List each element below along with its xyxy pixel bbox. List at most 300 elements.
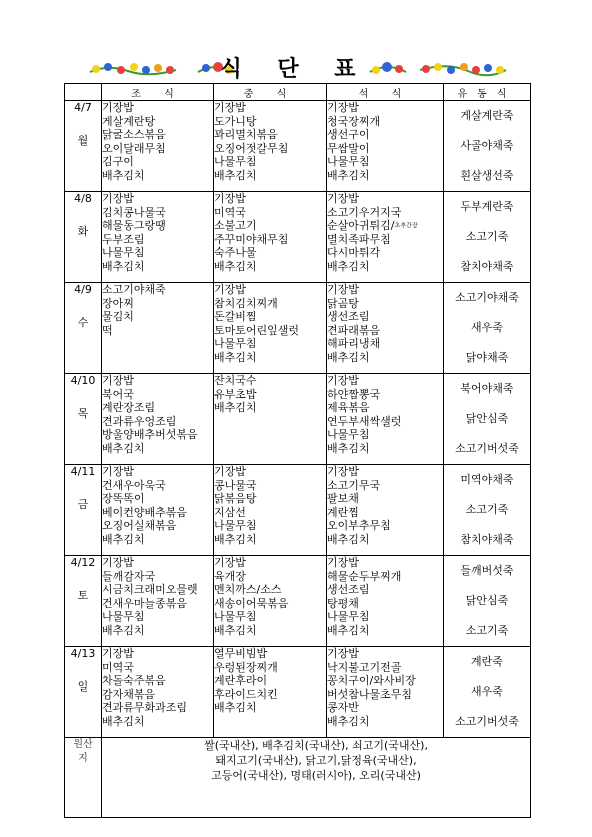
dinner-cell bbox=[327, 374, 444, 465]
menu-item-text: 물김치 bbox=[102, 310, 134, 323]
lunch-cell bbox=[214, 374, 327, 465]
menu-item bbox=[102, 310, 213, 324]
menu-item bbox=[102, 324, 213, 338]
menu-item bbox=[214, 583, 326, 597]
menu-item-text: 나물무침 bbox=[214, 519, 257, 532]
menu-item-text: 배추김치 bbox=[327, 168, 370, 182]
snack-item: 소고기죽 bbox=[465, 624, 509, 637]
menu-item-text: 배추김치 bbox=[214, 401, 257, 414]
day-cell bbox=[65, 192, 102, 283]
menu-item-text: 소고기우거지국 bbox=[327, 205, 402, 219]
menu-item bbox=[102, 674, 213, 688]
menu-item-text: 나물무침 bbox=[327, 428, 370, 441]
menu-item-text: 닭볶음탕 bbox=[214, 492, 257, 505]
menu-item-text: 우렁된장찌개 bbox=[214, 660, 278, 674]
breakfast-cell bbox=[102, 101, 214, 192]
menu-item bbox=[214, 492, 326, 506]
dinner-header: 석 식 bbox=[327, 84, 444, 101]
menu-item bbox=[327, 428, 443, 442]
page-title: 식 단 표 bbox=[220, 57, 370, 82]
day-cell bbox=[65, 556, 102, 647]
menu-item-text: 기장밥 bbox=[214, 192, 246, 205]
menu-item bbox=[214, 142, 326, 156]
menu-item bbox=[214, 351, 326, 365]
menu-item bbox=[102, 647, 213, 661]
menu-item-text: 탕평채 bbox=[327, 596, 359, 610]
menu-item bbox=[102, 661, 213, 675]
menu-item bbox=[327, 351, 443, 365]
menu-item bbox=[102, 192, 213, 206]
menu-item bbox=[214, 233, 326, 247]
menu-item-text: 오이달래무침 bbox=[102, 141, 166, 155]
menu-item-text: 유부초밥 bbox=[214, 387, 257, 401]
snack-cell bbox=[444, 465, 531, 556]
menu-item-text: 순살아귀튀김/ bbox=[327, 219, 395, 232]
menu-item bbox=[327, 219, 443, 233]
day-cell bbox=[65, 283, 102, 374]
menu-item bbox=[214, 506, 326, 520]
dinner-cell bbox=[327, 283, 444, 374]
menu-item-text: 떡 bbox=[102, 323, 113, 337]
menu-item bbox=[214, 556, 326, 570]
menu-item bbox=[214, 192, 326, 206]
menu-item-text: 토마토어린잎샐럿 bbox=[214, 323, 300, 337]
menu-item-text: 계란장조림 bbox=[102, 401, 156, 414]
menu-item bbox=[327, 337, 443, 351]
menu-item-text: 소고기무국 bbox=[327, 478, 381, 492]
breakfast-header: 조 식 bbox=[102, 84, 214, 101]
lunch-header: 중 식 bbox=[214, 84, 327, 101]
lunch-cell bbox=[214, 556, 327, 647]
menu-item-text: 베이컨양배추볶음 bbox=[102, 505, 188, 519]
snack-item: 참치야채죽 bbox=[460, 533, 514, 546]
menu-item-text: 참치김치찌개 bbox=[214, 296, 278, 310]
menu-item-text: 배추김치 bbox=[327, 623, 370, 637]
lunch-cell bbox=[214, 192, 327, 283]
menu-item bbox=[214, 374, 326, 388]
menu-item-text: 배추김치 bbox=[327, 532, 370, 546]
menu-item-text: 낙지불고기전골 bbox=[327, 660, 402, 674]
menu-item-text: 북어국 bbox=[102, 387, 134, 401]
menu-item bbox=[102, 128, 213, 142]
menu-item-text: 돈갈비찜 bbox=[214, 310, 257, 323]
menu-item bbox=[102, 428, 213, 442]
menu-item-text: 닭곰탕 bbox=[327, 296, 359, 310]
menu-item-text: 연두부새싹샐럿 bbox=[327, 414, 402, 428]
menu-item bbox=[102, 533, 213, 547]
menu-item bbox=[327, 324, 443, 338]
menu-item-text: 미역국 bbox=[214, 205, 246, 219]
menu-item bbox=[102, 492, 213, 506]
menu-item-text: 나물무침 bbox=[214, 337, 257, 350]
menu-item-text: 나물무침 bbox=[102, 610, 145, 623]
menu-item bbox=[102, 206, 213, 220]
menu-item bbox=[214, 519, 326, 533]
menu-item-text: 생선조림 bbox=[327, 310, 370, 323]
menu-item bbox=[102, 142, 213, 156]
menu-item-text: 차돌숙주볶음 bbox=[102, 674, 166, 687]
menu-item-text: 배추김치 bbox=[327, 714, 370, 728]
menu-item bbox=[327, 374, 443, 388]
weekday-label: 수 bbox=[77, 316, 89, 329]
menu-item-text: 기장밥 bbox=[327, 647, 359, 660]
menu-item-text: 숙주나물 bbox=[214, 246, 257, 259]
menu-item-text: 기장밥 bbox=[214, 465, 246, 478]
menu-item bbox=[327, 506, 443, 520]
dinner-cell bbox=[327, 465, 444, 556]
menu-item bbox=[327, 142, 443, 156]
snack-item: 새우죽 bbox=[471, 321, 503, 334]
menu-item-text: 계란찜 bbox=[327, 505, 359, 519]
dinner-cell bbox=[327, 192, 444, 283]
origin-label bbox=[65, 738, 102, 818]
menu-item-text: 배추김치 bbox=[102, 714, 145, 728]
menu-item bbox=[214, 533, 326, 547]
menu-item bbox=[214, 661, 326, 675]
day-row bbox=[65, 556, 531, 647]
menu-item bbox=[327, 388, 443, 402]
menu-item-text: 장똑똑이 bbox=[102, 492, 145, 505]
menu-item bbox=[102, 388, 213, 402]
header-row bbox=[65, 84, 531, 101]
menu-item-text: 배추김치 bbox=[214, 532, 257, 546]
menu-item-text: 기장밥 bbox=[102, 101, 134, 114]
menu-item bbox=[214, 324, 326, 338]
day-row bbox=[65, 465, 531, 556]
menu-item-text: 나물무침 bbox=[327, 155, 370, 168]
menu-item-text: 미역국 bbox=[102, 660, 134, 674]
day-row bbox=[65, 374, 531, 465]
sauce-note: 초추간장 bbox=[394, 222, 418, 230]
breakfast-cell bbox=[102, 283, 214, 374]
menu-item-text: 생선구이 bbox=[327, 128, 370, 141]
snack-cell bbox=[444, 283, 531, 374]
menu-item-text: 시금치크래미오믈렛 bbox=[102, 583, 198, 596]
breakfast-cell bbox=[102, 556, 214, 647]
menu-item-text: 기장밥 bbox=[214, 101, 246, 114]
lunch-cell bbox=[214, 283, 327, 374]
menu-item-text: 해물순두부찌개 bbox=[327, 569, 402, 583]
menu-item-text: 배추김치 bbox=[102, 168, 145, 182]
menu-item-text: 기장밥 bbox=[327, 465, 359, 478]
menu-item-text: 해파리냉채 bbox=[327, 337, 381, 350]
weekday-label: 목 bbox=[77, 407, 89, 420]
menu-item bbox=[327, 310, 443, 324]
menu-item-text: 배추김치 bbox=[102, 441, 145, 455]
menu-item bbox=[327, 155, 443, 169]
menu-item-text: 해물동그랑땡 bbox=[102, 219, 166, 232]
date-label: 4/13 bbox=[70, 647, 96, 660]
lunch-cell bbox=[214, 647, 327, 738]
menu-item-text: 배추김치 bbox=[327, 441, 370, 455]
menu-item bbox=[327, 610, 443, 624]
menu-item bbox=[102, 260, 213, 274]
menu-item bbox=[214, 101, 326, 115]
menu-item-text: 멘치까스/소스 bbox=[214, 583, 282, 596]
menu-item bbox=[214, 570, 326, 584]
snack-item: 사골야채죽 bbox=[460, 139, 514, 152]
menu-item bbox=[102, 155, 213, 169]
snack-header: 유동식 bbox=[444, 84, 531, 101]
menu-item bbox=[214, 337, 326, 351]
menu-item bbox=[102, 570, 213, 584]
menu-item bbox=[327, 283, 443, 297]
menu-item-text: 김구이 bbox=[102, 155, 134, 168]
menu-item-text: 기장밥 bbox=[214, 283, 246, 296]
menu-item bbox=[214, 260, 326, 274]
menu-item bbox=[102, 115, 213, 129]
snack-item: 닭안심죽 bbox=[465, 594, 509, 607]
menu-item-text: 나물무침 bbox=[102, 246, 145, 259]
date-label: 4/8 bbox=[74, 192, 92, 205]
menu-item-text: 배추김치 bbox=[214, 623, 257, 637]
date-label: 4/10 bbox=[70, 374, 96, 387]
date-label: 4/7 bbox=[74, 101, 92, 114]
origin-line: 고등어(국내산), 명태(러시아), 오리(국내산) bbox=[211, 769, 421, 782]
menu-item bbox=[102, 374, 213, 388]
meal-schedule-table bbox=[64, 83, 531, 818]
menu-item bbox=[214, 388, 326, 402]
menu-item bbox=[327, 128, 443, 142]
menu-item bbox=[327, 597, 443, 611]
menu-item-text: 나물무침 bbox=[327, 610, 370, 623]
weekday-label: 화 bbox=[77, 225, 89, 238]
menu-item-text: 건새우마늘종볶음 bbox=[102, 596, 188, 610]
menu-item bbox=[102, 688, 213, 702]
weekday-label: 일 bbox=[77, 680, 89, 693]
snack-item: 들깨버섯죽 bbox=[460, 564, 514, 577]
menu-item bbox=[102, 283, 213, 297]
menu-item-text: 배추김치 bbox=[327, 259, 370, 273]
menu-item bbox=[327, 674, 443, 688]
menu-item-text: 기장밥 bbox=[102, 374, 134, 387]
menu-item bbox=[214, 310, 326, 324]
menu-item-text: 배추김치 bbox=[327, 350, 370, 364]
menu-item bbox=[214, 115, 326, 129]
breakfast-cell bbox=[102, 465, 214, 556]
menu-item bbox=[327, 624, 443, 638]
menu-item bbox=[214, 624, 326, 638]
menu-item-text: 배추김치 bbox=[102, 623, 145, 637]
menu-item-text: 오이부추무침 bbox=[327, 519, 391, 532]
flower-garland-icon bbox=[418, 58, 508, 80]
menu-item-text: 견과류우엉조림 bbox=[102, 414, 177, 428]
day-cell bbox=[65, 465, 102, 556]
menu-item-text: 견파래볶음 bbox=[327, 323, 381, 337]
menu-item-text: 새송이어묵볶음 bbox=[214, 596, 289, 610]
menu-item bbox=[102, 297, 213, 311]
menu-item-text: 후라이드치킨 bbox=[214, 687, 278, 701]
menu-item-text: 오징어실채볶음 bbox=[102, 519, 177, 532]
menu-item-text: 김치콩나물국 bbox=[102, 205, 166, 219]
menu-item bbox=[327, 688, 443, 702]
menu-item bbox=[327, 101, 443, 115]
breakfast-cell bbox=[102, 647, 214, 738]
menu-item-text: 멸치족파무침 bbox=[327, 232, 391, 246]
dinner-cell bbox=[327, 556, 444, 647]
menu-item bbox=[214, 688, 326, 702]
menu-item bbox=[102, 610, 213, 624]
menu-item-text: 열무비빔밥 bbox=[214, 647, 268, 660]
menu-item bbox=[214, 155, 326, 169]
origin-line: 쌀(국내산), 배추김치(국내산), 쇠고기(국내산), bbox=[204, 739, 428, 752]
menu-item bbox=[327, 701, 443, 715]
menu-item bbox=[214, 169, 326, 183]
menu-item-text: 견과류무화과조림 bbox=[102, 701, 188, 714]
origin-row bbox=[65, 738, 531, 818]
menu-item-text: 배추김치 bbox=[214, 168, 257, 182]
menu-item-text: 다시마튀각 bbox=[327, 246, 381, 260]
menu-item-text: 팔보채 bbox=[327, 492, 359, 505]
menu-item bbox=[214, 647, 326, 661]
menu-item bbox=[214, 701, 326, 715]
menu-item bbox=[327, 661, 443, 675]
menu-item bbox=[102, 401, 213, 415]
menu-item bbox=[327, 492, 443, 506]
menu-item-text: 생선조림 bbox=[327, 583, 370, 596]
flower-cluster-icon bbox=[368, 58, 408, 80]
menu-item bbox=[327, 297, 443, 311]
corner-header bbox=[65, 84, 102, 101]
menu-item-text: 기장밥 bbox=[327, 556, 359, 569]
menu-item bbox=[214, 246, 326, 260]
snack-cell bbox=[444, 374, 531, 465]
snack-item: 흰살생선죽 bbox=[460, 169, 514, 182]
menu-item bbox=[102, 597, 213, 611]
menu-item-text: 잔치국수 bbox=[214, 374, 257, 387]
menu-item bbox=[214, 219, 326, 233]
menu-item bbox=[102, 465, 213, 479]
day-row bbox=[65, 192, 531, 283]
origin-label-line: 원산 bbox=[73, 739, 93, 750]
menu-item bbox=[214, 465, 326, 479]
date-label: 4/11 bbox=[70, 465, 96, 478]
breakfast-cell bbox=[102, 192, 214, 283]
snack-item: 새우죽 bbox=[471, 685, 503, 698]
menu-item bbox=[327, 479, 443, 493]
menu-item bbox=[102, 519, 213, 533]
weekday-label: 금 bbox=[77, 498, 89, 511]
date-label: 4/12 bbox=[70, 556, 96, 569]
menu-item bbox=[102, 101, 213, 115]
menu-item bbox=[327, 442, 443, 456]
weekday-label: 월 bbox=[77, 134, 89, 147]
menu-item-text: 무쌈말이 bbox=[327, 141, 370, 155]
snack-item: 소고기죽 bbox=[465, 503, 509, 516]
menu-item bbox=[214, 610, 326, 624]
menu-item bbox=[327, 192, 443, 206]
menu-item-text: 콩나물국 bbox=[214, 478, 257, 492]
menu-item bbox=[102, 442, 213, 456]
day-row bbox=[65, 101, 531, 192]
menu-item-text: 소불고기 bbox=[214, 219, 257, 232]
menu-item-text: 청국장찌개 bbox=[327, 114, 381, 128]
menu-item bbox=[102, 715, 213, 729]
menu-item bbox=[327, 533, 443, 547]
menu-item-text: 배추김치 bbox=[102, 259, 145, 273]
menu-item-text: 배추김치 bbox=[214, 259, 257, 273]
snack-item: 계란죽 bbox=[471, 655, 503, 668]
menu-item-text: 게살계란탕 bbox=[102, 114, 156, 128]
snack-cell bbox=[444, 556, 531, 647]
menu-item bbox=[327, 570, 443, 584]
snack-item: 소고기버섯죽 bbox=[455, 442, 519, 455]
day-cell bbox=[65, 647, 102, 738]
snack-item: 소고기죽 bbox=[465, 230, 509, 243]
menu-item-text: 콩자반 bbox=[327, 701, 359, 714]
snack-item: 소고기버섯죽 bbox=[455, 715, 519, 728]
menu-item-text: 꽈리멸치볶음 bbox=[214, 128, 278, 141]
menu-item-text: 기장밥 bbox=[102, 192, 134, 205]
menu-item-text: 배추김치 bbox=[214, 701, 257, 714]
dinner-cell bbox=[327, 101, 444, 192]
menu-item-text: 건새우아욱국 bbox=[102, 478, 166, 492]
snack-cell bbox=[444, 192, 531, 283]
weekday-label: 토 bbox=[77, 589, 89, 602]
menu-item-text: 하얀짬뽕국 bbox=[327, 387, 381, 401]
menu-item-text: 기장밥 bbox=[102, 465, 134, 478]
menu-item bbox=[214, 597, 326, 611]
menu-item-text: 육개장 bbox=[214, 569, 246, 583]
menu-item-text: 버섯참나물초무침 bbox=[327, 687, 413, 701]
menu-item-text: 지삼선 bbox=[214, 505, 246, 519]
menu-item bbox=[214, 674, 326, 688]
menu-item-text: 소고기야채죽 bbox=[102, 283, 166, 296]
snack-cell bbox=[444, 647, 531, 738]
snack-item: 두부계란죽 bbox=[460, 200, 514, 213]
menu-item bbox=[214, 401, 326, 415]
lunch-cell bbox=[214, 465, 327, 556]
snack-item: 닭안심죽 bbox=[465, 412, 509, 425]
date-label: 4/9 bbox=[74, 283, 92, 296]
day-row bbox=[65, 647, 531, 738]
menu-item bbox=[327, 583, 443, 597]
menu-item bbox=[327, 647, 443, 661]
menu-item bbox=[214, 128, 326, 142]
menu-item bbox=[327, 169, 443, 183]
menu-item-text: 기장밥 bbox=[214, 556, 246, 569]
menu-item bbox=[214, 283, 326, 297]
menu-item-text: 오징어젓갈무침 bbox=[214, 141, 289, 155]
lunch-cell bbox=[214, 101, 327, 192]
snack-item: 미역야채죽 bbox=[460, 473, 514, 486]
menu-item bbox=[214, 206, 326, 220]
menu-item bbox=[327, 246, 443, 260]
menu-item-text: 감자채볶음 bbox=[102, 687, 156, 701]
flower-garland-icon bbox=[88, 58, 178, 80]
day-cell bbox=[65, 374, 102, 465]
menu-item bbox=[327, 401, 443, 415]
menu-item bbox=[102, 701, 213, 715]
menu-item bbox=[102, 415, 213, 429]
menu-item bbox=[327, 715, 443, 729]
menu-item bbox=[102, 233, 213, 247]
menu-item bbox=[102, 479, 213, 493]
menu-item bbox=[327, 556, 443, 570]
menu-item bbox=[327, 206, 443, 220]
menu-item-text: 들깨감자국 bbox=[102, 569, 156, 583]
menu-item-text: 기장밥 bbox=[102, 647, 134, 660]
menu-item-text: 꽁치구이/와사비장 bbox=[327, 674, 416, 687]
menu-item bbox=[327, 519, 443, 533]
menu-item bbox=[214, 297, 326, 311]
dinner-cell bbox=[327, 647, 444, 738]
menu-item-text: 기장밥 bbox=[102, 556, 134, 569]
snack-cell bbox=[444, 101, 531, 192]
origin-info bbox=[102, 738, 531, 818]
snack-item: 닭야채죽 bbox=[465, 351, 509, 364]
menu-item bbox=[102, 556, 213, 570]
